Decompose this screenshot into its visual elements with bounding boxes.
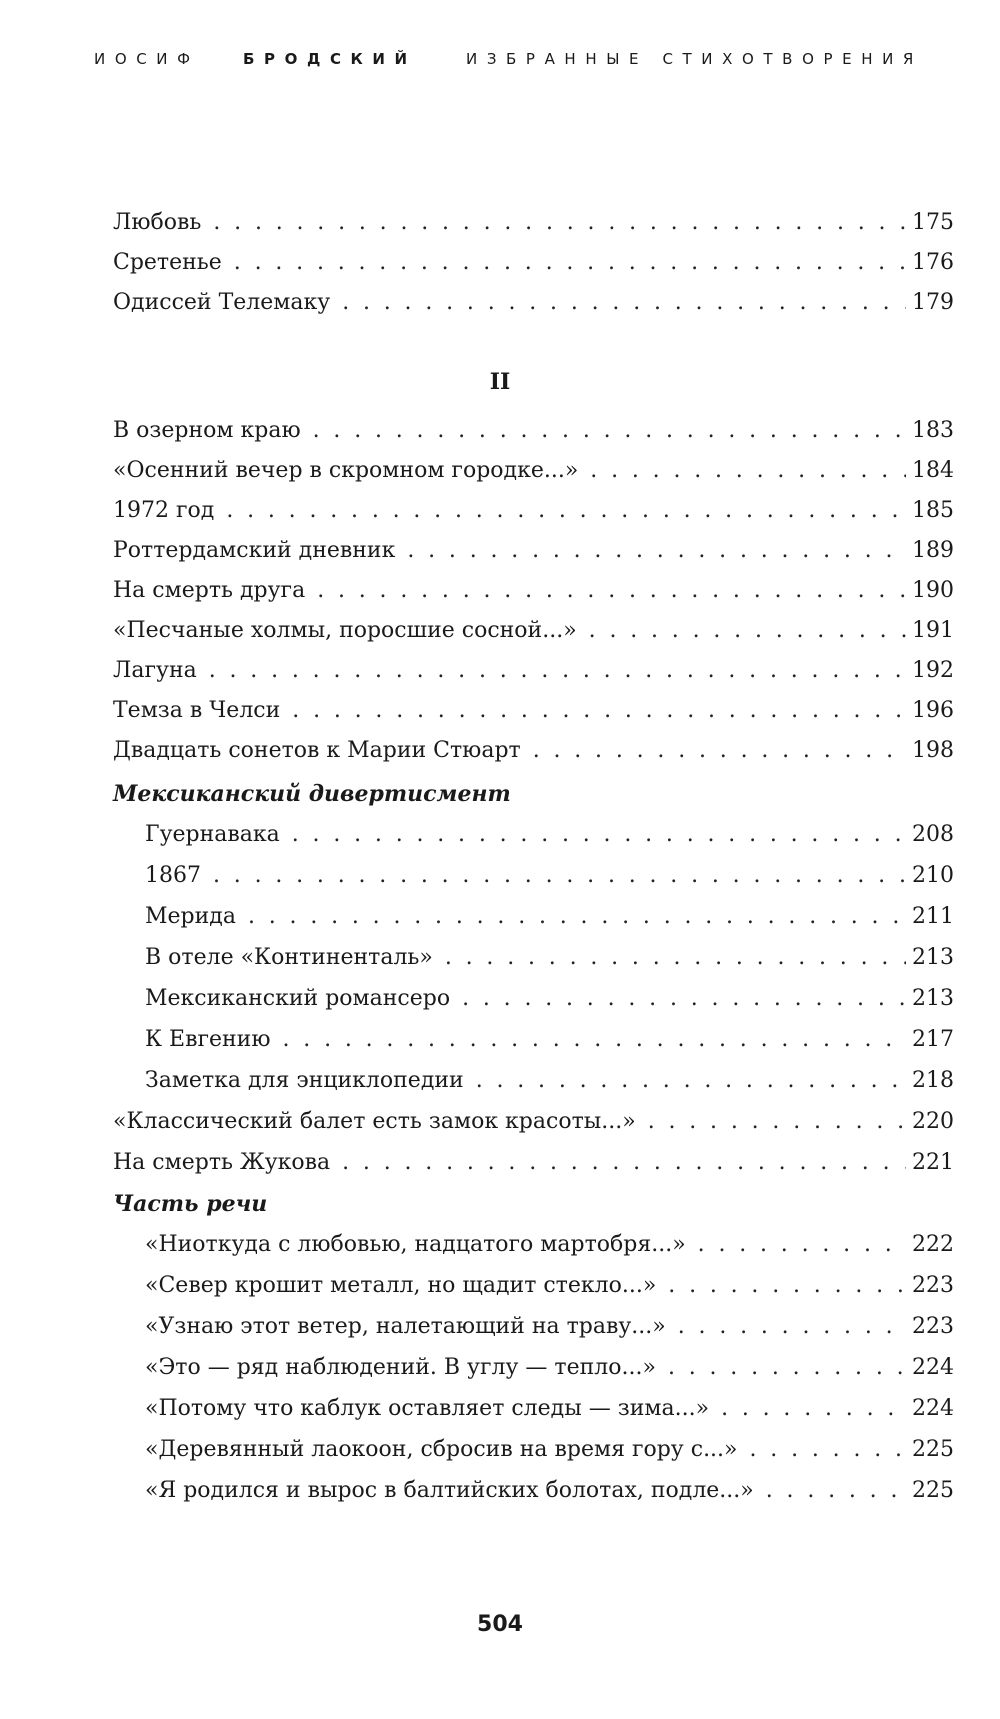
toc-entry-title: Двадцать сонетов к Марии Стюарт bbox=[113, 738, 521, 763]
toc-entry-page: 217 bbox=[912, 1027, 954, 1052]
toc-subentry[interactable] bbox=[145, 1061, 954, 1101]
toc-entry-title: «Это — ряд наблюдений. В углу — тепло...» bbox=[145, 1355, 656, 1380]
dot-leader bbox=[342, 1143, 906, 1183]
toc-entry[interactable] bbox=[113, 731, 954, 771]
toc-entry[interactable] bbox=[113, 611, 954, 651]
dot-leader bbox=[766, 1471, 906, 1511]
toc-entry[interactable] bbox=[113, 411, 954, 451]
toc-entry-title: «Я родился и вырос в балтийских болотах, подле...» bbox=[145, 1478, 754, 1503]
running-header bbox=[0, 50, 1000, 80]
dot-leader bbox=[462, 979, 906, 1019]
toc-entry-page: 225 bbox=[912, 1437, 954, 1462]
toc-entry-title: «Осенний вечер в скромном городке...» bbox=[113, 458, 579, 483]
toc-entry[interactable] bbox=[113, 243, 954, 283]
toc-subentry[interactable] bbox=[145, 1020, 954, 1060]
dot-leader bbox=[698, 1225, 906, 1265]
dot-leader bbox=[533, 731, 906, 771]
toc-entry-title: В озерном краю bbox=[113, 418, 301, 443]
toc-entry-page: 224 bbox=[912, 1396, 954, 1421]
toc-subentry[interactable] bbox=[145, 1430, 954, 1470]
toc-entry-page: 213 bbox=[912, 986, 954, 1011]
dot-leader bbox=[476, 1061, 906, 1101]
toc-subentry[interactable] bbox=[145, 1389, 954, 1429]
cycle-title-part-of-speech: Часть речи bbox=[113, 1191, 268, 1217]
toc-subentry[interactable] bbox=[145, 1307, 954, 1347]
dot-leader bbox=[750, 1430, 906, 1470]
toc-subentry[interactable] bbox=[145, 815, 954, 855]
toc-entry-title: Одиссей Телемаку bbox=[113, 290, 331, 315]
dot-leader bbox=[648, 1102, 906, 1142]
toc-entry-page: 225 bbox=[912, 1478, 954, 1503]
toc-subentry[interactable] bbox=[145, 856, 954, 896]
toc-entry-page: 189 bbox=[912, 538, 954, 563]
dot-leader bbox=[317, 571, 906, 611]
toc-entry-title: Мексиканский романсеро bbox=[145, 986, 451, 1011]
toc-entry[interactable] bbox=[113, 691, 954, 731]
toc-entry-title: «Потому что каблук оставляет следы — зима...» bbox=[145, 1396, 710, 1421]
toc-entry-page: 183 bbox=[912, 418, 954, 443]
toc-entry[interactable] bbox=[113, 531, 954, 571]
toc-subentry[interactable] bbox=[145, 938, 954, 978]
header-book-title: ИЗБРАННЫЕ СТИХОТВОРЕНИЯ bbox=[466, 50, 923, 68]
section-heading: II bbox=[489, 369, 511, 395]
toc-entry-title: Любовь bbox=[113, 210, 202, 235]
toc-subentry[interactable] bbox=[145, 979, 954, 1019]
toc-subentry[interactable] bbox=[145, 897, 954, 937]
toc-entry-title: На смерть Жукова bbox=[113, 1150, 331, 1175]
toc-entry-page: 224 bbox=[912, 1355, 954, 1380]
toc-entry-page: 198 bbox=[912, 738, 954, 763]
page-number: 504 bbox=[477, 1612, 523, 1637]
dot-leader bbox=[721, 1389, 906, 1429]
toc-subentry[interactable] bbox=[145, 1225, 954, 1265]
toc-entry-page: 176 bbox=[912, 250, 954, 275]
toc-entry-page: 191 bbox=[912, 618, 954, 643]
toc-entry-page: 185 bbox=[912, 498, 954, 523]
dot-leader bbox=[248, 897, 906, 937]
toc-entry-page: 221 bbox=[912, 1150, 954, 1175]
toc-entry-page: 179 bbox=[912, 290, 954, 315]
toc-entry-page: 222 bbox=[912, 1232, 954, 1257]
dot-leader bbox=[209, 651, 906, 691]
toc-subentry[interactable] bbox=[145, 1266, 954, 1306]
toc-entry-title: «Классический балет есть замок красоты...» bbox=[113, 1109, 636, 1134]
dot-leader bbox=[213, 856, 906, 896]
cycle-title-mexican: Мексиканский дивертисмент bbox=[113, 781, 511, 807]
dot-leader bbox=[313, 411, 906, 451]
dot-leader bbox=[213, 203, 906, 243]
dot-leader bbox=[234, 243, 906, 283]
toc-entry[interactable] bbox=[113, 283, 954, 323]
dot-leader bbox=[407, 531, 906, 571]
toc-entry-title: Сретенье bbox=[113, 250, 222, 275]
header-author-first: ИОСИФ bbox=[94, 50, 200, 68]
toc-entry-title: «Песчаные холмы, поросшие сосной...» bbox=[113, 618, 577, 643]
dot-leader bbox=[292, 691, 906, 731]
toc-entry-page: 218 bbox=[912, 1068, 954, 1093]
dot-leader bbox=[342, 283, 906, 323]
toc-entry-page: 192 bbox=[912, 658, 954, 683]
toc-entry-page: 220 bbox=[912, 1109, 954, 1134]
toc-entry-title: Гуернавака bbox=[145, 822, 280, 847]
toc-entry-page: 196 bbox=[912, 698, 954, 723]
header-author-last: БРОДСКИЙ bbox=[243, 50, 417, 68]
toc-subentry[interactable] bbox=[145, 1471, 954, 1511]
dot-leader bbox=[292, 815, 906, 855]
toc-subentry[interactable] bbox=[145, 1348, 954, 1388]
dot-leader bbox=[678, 1307, 906, 1347]
toc-entry-page: 184 bbox=[912, 458, 954, 483]
toc-entry[interactable] bbox=[113, 1143, 954, 1183]
dot-leader bbox=[589, 611, 906, 651]
toc-entry-title: Роттердамский дневник bbox=[113, 538, 396, 563]
dot-leader bbox=[590, 451, 906, 491]
toc-entry-title: «Север крошит металл, но щадит стекло...» bbox=[145, 1273, 657, 1298]
dot-leader bbox=[283, 1020, 907, 1060]
toc-entry[interactable] bbox=[113, 651, 954, 691]
dot-leader bbox=[445, 938, 906, 978]
dot-leader bbox=[226, 491, 906, 531]
toc-entry[interactable] bbox=[113, 491, 954, 531]
toc-entry-title: К Евгению bbox=[145, 1027, 271, 1052]
toc-entry-title: Заметка для энциклопедии bbox=[145, 1068, 464, 1093]
toc-entry-page: 190 bbox=[912, 578, 954, 603]
toc-entry-title: На смерть друга bbox=[113, 578, 306, 603]
dot-leader bbox=[668, 1348, 906, 1388]
toc-entry-title: «Деревянный лаокоон, сбросив на время гору с...» bbox=[145, 1437, 738, 1462]
toc-entry-page: 175 bbox=[912, 210, 954, 235]
toc-entry-page: 208 bbox=[912, 822, 954, 847]
toc-entry-title: 1867 bbox=[145, 863, 201, 888]
toc-entry-title: «Ниоткуда с любовью, надцатого мартобря...» bbox=[145, 1232, 686, 1257]
dot-leader bbox=[668, 1266, 906, 1306]
toc-entry-title: «Узнаю этот ветер, налетающий на траву...» bbox=[145, 1314, 666, 1339]
toc-entry-title: В отеле «Континенталь» bbox=[145, 945, 433, 970]
toc-entry-title: Темза в Челси bbox=[113, 698, 281, 723]
toc-entry[interactable] bbox=[113, 571, 954, 611]
toc-entry[interactable] bbox=[113, 451, 954, 491]
toc-entry-page: 210 bbox=[912, 863, 954, 888]
toc-entry[interactable] bbox=[113, 203, 954, 243]
toc-entry[interactable] bbox=[113, 1102, 954, 1142]
toc-entry-page: 223 bbox=[912, 1314, 954, 1339]
toc-entry-title: Мерида bbox=[145, 904, 236, 929]
toc-entry-page: 223 bbox=[912, 1273, 954, 1298]
toc-entry-page: 211 bbox=[912, 904, 954, 929]
toc-entry-page: 213 bbox=[912, 945, 954, 970]
toc-entry-title: Лагуна bbox=[113, 658, 197, 683]
toc-entry-title: 1972 год bbox=[113, 498, 215, 523]
